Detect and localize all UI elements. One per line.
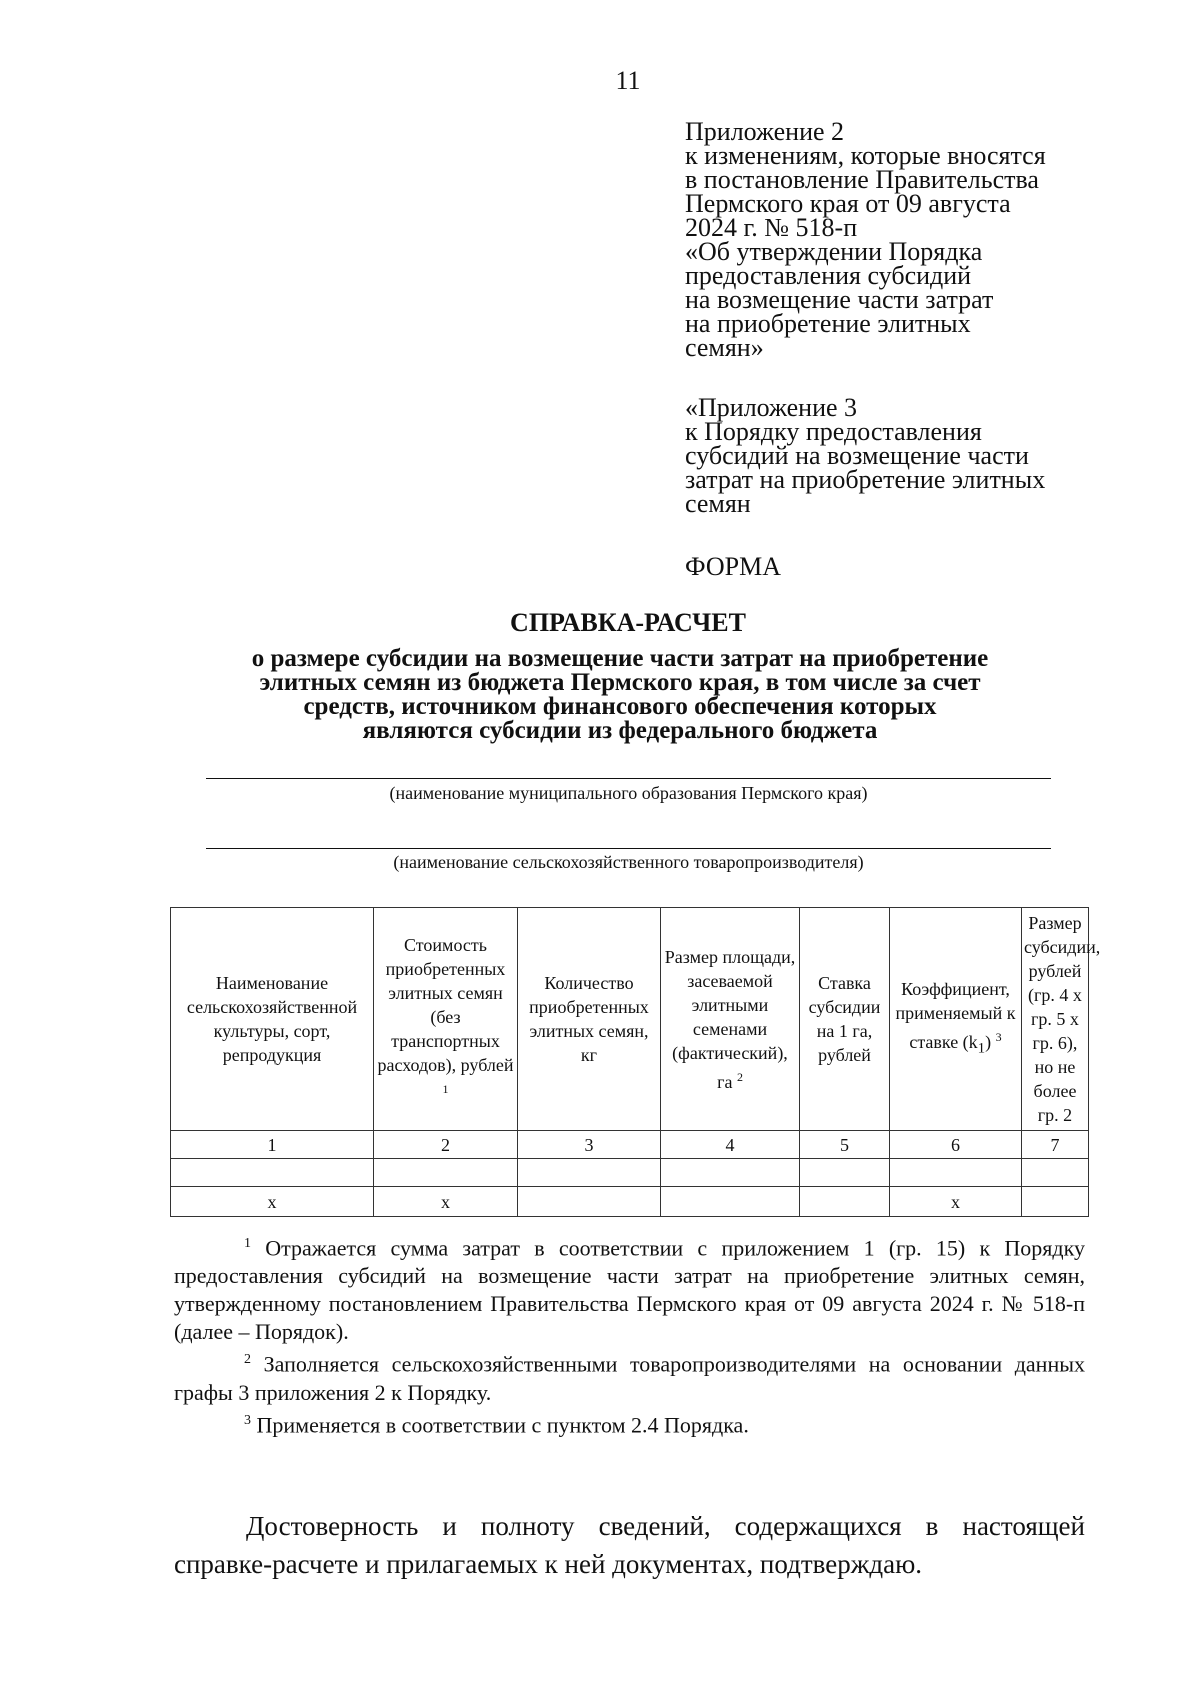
table-cell: х	[374, 1187, 518, 1217]
appendix-header-2	[685, 393, 1145, 518]
appendix-line: субсидий на возмещение части	[685, 441, 1029, 470]
subtitle-line: элитных семян из бюджета Пермского края, в том числе за счет	[259, 669, 981, 696]
municipality-caption: (наименование муниципального образования Пермского края)	[389, 783, 868, 803]
header-crop: Наименование сельскохозяйственной культуры, сорт, репродукция	[171, 908, 374, 1131]
appendix-line: к Порядку предоставления	[685, 417, 982, 446]
subtitle-line: средств, источником финансового обеспечения которых	[303, 693, 937, 720]
header-area: Размер площади, засеваемой элитными семенами (фактический), га $^2$	[661, 908, 800, 1131]
footnote: $^3$ Применяется в соответствии с пунктом 2.4 Порядка.	[244, 1411, 749, 1437]
table-cell	[661, 1187, 800, 1217]
table-cell	[800, 1187, 890, 1217]
appendix-line: «Приложение 3	[685, 393, 858, 422]
header-cost: Стоимость приобретенных элитных семян (без транспортных расходов), рублей $^1$	[374, 908, 518, 1131]
subtitle-line: о размере субсидии на возмещение части затрат на приобретение	[251, 645, 989, 672]
column-number: 4	[661, 1131, 800, 1159]
appendix-line: на возмещение части затрат	[685, 285, 994, 314]
table-cell: х	[171, 1187, 374, 1217]
table-cell	[518, 1187, 661, 1217]
table-cell	[800, 1159, 890, 1187]
appendix-line: 2024 г. № 518-п	[685, 213, 858, 242]
producer-fill-line	[206, 848, 1051, 849]
column-number: 5	[800, 1131, 890, 1159]
municipality-fill-line	[206, 778, 1051, 779]
appendix-line: предоставления субсидий	[685, 261, 972, 290]
form-label: ФОРМА	[685, 552, 781, 581]
appendix-line: «Об утверждении Порядка	[685, 237, 983, 266]
producer-caption: (наименование сельскохозяйственного товаропроизводителя)	[393, 852, 864, 872]
table-row	[171, 1187, 1089, 1217]
table-cell	[890, 1159, 1022, 1187]
header-subsidy: Размер субсидии, рублей (гр. 4 х гр. 5 х гр. 6), но не более гр. 2	[1022, 908, 1089, 1131]
footnote: $^2$ Заполняется сельскохозяйственными товаропроизводителями на основании данных графы 3 приложения 2 к Порядку.	[174, 1351, 1086, 1405]
appendix-line: семян	[685, 489, 751, 518]
table-cell	[374, 1159, 518, 1187]
appendix-line: семян»	[685, 333, 764, 362]
appendix-line: на приобретение элитных	[685, 309, 971, 338]
subtitle-line: являются субсидии из федерального бюджета	[362, 717, 878, 744]
header-quantity: Количество приобретенных элитных семян, кг	[518, 908, 661, 1131]
header-coefficient: Коэффициент, применяемый к ставке $(k_1)$ $^3$	[890, 908, 1022, 1131]
table-cell	[518, 1159, 661, 1187]
column-number: 3	[518, 1131, 661, 1159]
confirmation-statement	[174, 1507, 1085, 1583]
footnotes	[174, 1230, 1085, 1439]
appendix-line: Пермского края от 09 августа	[685, 189, 1011, 218]
page-number: 11	[615, 66, 641, 95]
column-number: 7	[1022, 1131, 1089, 1159]
confirmation-text: Достоверность и полноту сведений, содержащихся в настоящей справке-расчете и прилагаемых к ней документах, подтверждаю.	[174, 1511, 1085, 1579]
document-title: СПРАВКА-РАСЧЕТ	[510, 608, 746, 637]
header-rate: Ставка субсидии на 1 га, рублей	[800, 908, 890, 1131]
appendix-line: затрат на приобретение элитных	[685, 465, 1046, 494]
appendix-line: Приложение 2	[685, 117, 845, 146]
column-number-row	[171, 1131, 1089, 1159]
appendix-line: в постановление Правительства	[685, 165, 1039, 194]
table-cell	[661, 1159, 800, 1187]
calculation-table	[170, 907, 1101, 1217]
appendix-line: к изменениям, которые вносятся	[685, 141, 1046, 170]
table-cell	[1022, 1159, 1089, 1187]
column-number: 2	[374, 1131, 518, 1159]
table-cell	[171, 1159, 374, 1187]
table-cell	[1022, 1187, 1089, 1217]
column-number: 1	[171, 1131, 374, 1159]
table-header-row	[171, 908, 1089, 1131]
table-cell: х	[890, 1187, 1022, 1217]
appendix-header	[685, 117, 1145, 362]
document-subtitle	[190, 647, 1050, 743]
table-row	[171, 1159, 1089, 1187]
footnote: $^1$ Отражается сумма затрат в соответствии с приложением 1 (гр. 15) к Порядку предоставления субсидий на возмещение части затрат на приобретение элитных семян, утвержденному постановлением Правительства Пермского края от 09 августа 2024 г. № 518-п (далее – Порядок).	[174, 1235, 1085, 1345]
column-number: 6	[890, 1131, 1022, 1159]
